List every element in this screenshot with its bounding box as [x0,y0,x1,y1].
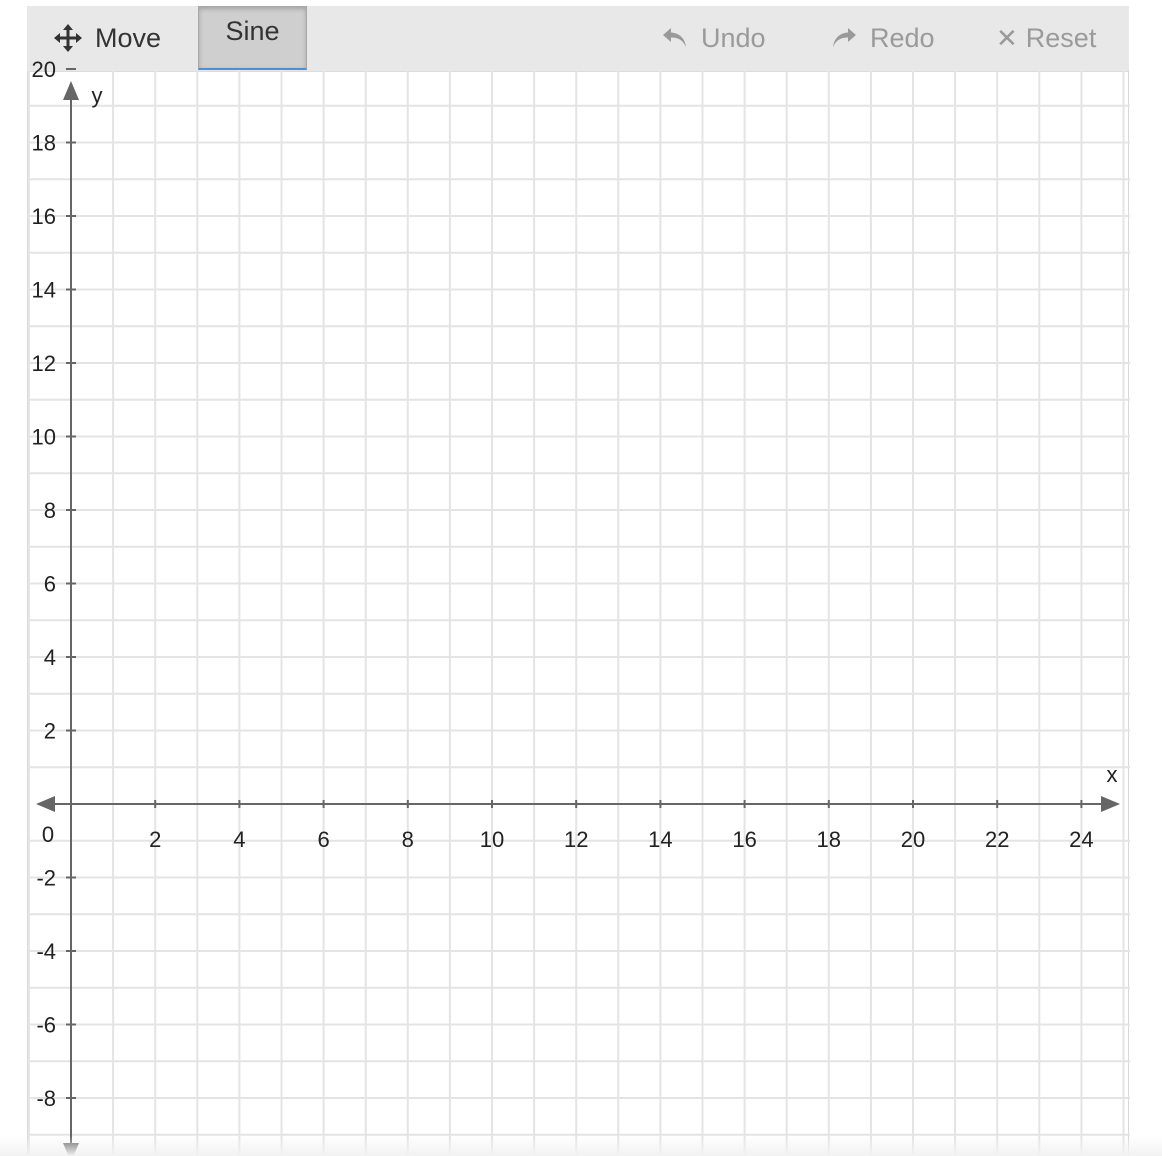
x-tick-label: 18 [816,827,842,852]
sine-tool-button[interactable] [198,6,307,70]
reset-button[interactable] [996,6,1096,70]
x-tick-label: 8 [401,827,414,852]
close-x-icon: ✕ [996,22,1018,53]
y-tick-label: 20 [31,57,56,82]
y-tick-label: 18 [31,130,56,156]
y-tick-label: 12 [31,351,56,376]
sine-tool-label: Sine [225,16,280,46]
x-tick-label: 24 [1069,827,1094,852]
bottom-edge [0,1136,1162,1156]
y-tick-label: 14 [31,277,56,303]
toolbar [27,6,1129,72]
x-tick-label: 10 [479,827,505,852]
redo-button[interactable] [830,6,935,70]
y-tick-label: -8 [36,1086,56,1111]
y-axis-label: y [91,83,103,108]
y-tick-label: 10 [31,424,56,450]
y-tick-label: 16 [31,204,56,229]
undo-button[interactable] [661,6,766,70]
y-tick-label: -4 [36,939,56,964]
reset-label: Reset [1025,22,1097,53]
x-tick-label: 12 [563,827,589,852]
coordinate-grid[interactable] [28,57,1130,1156]
x-tick-label: 4 [233,827,246,852]
x-tick-label: 16 [732,827,757,852]
y-tick-label: 4 [43,645,56,670]
undo-label: Undo [701,22,766,53]
y-tick-label: 6 [43,571,56,597]
x-axis-arrow-left [36,796,55,812]
axes [36,81,1120,1156]
y-tick-label: 8 [43,498,56,523]
grid-lines [28,71,1130,1156]
redo-arrow-icon [830,26,858,50]
y-axis-arrow-up [63,81,79,100]
graph-area[interactable] [27,57,1129,1156]
y-tick-label: -2 [36,865,56,891]
x-tick-label: 6 [317,827,330,852]
move-arrows-icon [53,23,83,53]
undo-arrow-icon [661,26,689,50]
move-tool-button[interactable] [53,6,161,70]
redo-label: Redo [870,22,935,53]
y-tick-label: 2 [43,718,56,744]
move-tool-label: Move [95,22,162,53]
x-axis-arrow-right [1101,796,1120,812]
x-tick-label: 2 [149,827,162,852]
x-tick-label: 20 [900,827,926,852]
x-tick-label: 22 [984,827,1010,852]
x-tick-label: 14 [648,827,673,852]
x-axis-label: x [1106,762,1118,787]
origin-label: 0 [41,822,55,847]
x-tick-labels [149,827,1094,852]
y-tick-label: -6 [36,1012,56,1038]
